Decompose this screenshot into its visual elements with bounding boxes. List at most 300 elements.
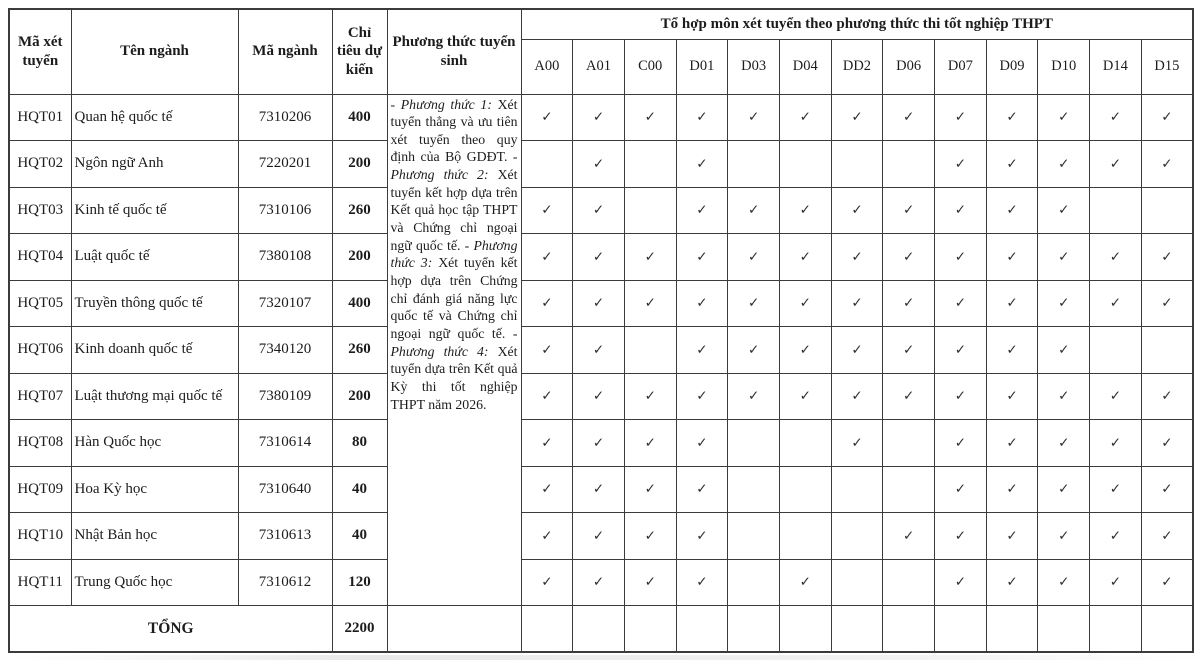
checkmark-cell [676, 373, 728, 420]
checkmark-cell [573, 466, 625, 513]
checkmark-cell [676, 94, 728, 141]
subject-code-header: A00 [521, 39, 573, 94]
checkmark-icon: ✓ [1109, 109, 1122, 126]
empty-check-cell [1141, 187, 1193, 234]
checkmark-cell [1141, 234, 1193, 281]
checkmark-cell [1090, 373, 1142, 420]
empty-check-cell [1141, 327, 1193, 374]
checkmark-cell [935, 234, 987, 281]
checkmark-icon: ✓ [696, 109, 708, 126]
checkmark-icon: ✓ [1006, 248, 1018, 265]
method-text: Xét tuyển dựa trên Kết quả Kỳ thi tốt nghiệp THPT năm 2026. [390, 343, 518, 412]
checkmark-cell [573, 373, 625, 420]
header-ma-nganh: Mã ngành [238, 9, 332, 94]
checkmark-icon: ✓ [696, 202, 708, 219]
checkmark-cell [831, 373, 883, 420]
quota-cell: 260 [332, 327, 387, 374]
checkmark-cell [1090, 559, 1142, 606]
checkmark-icon: ✓ [851, 388, 863, 405]
checkmark-cell [986, 559, 1038, 606]
checkmark-icon: ✓ [541, 388, 553, 405]
empty-check-cell [573, 606, 625, 653]
checkmark-icon: ✓ [1058, 109, 1070, 126]
checkmark-cell [676, 466, 728, 513]
checkmark-cell [624, 94, 676, 141]
checkmark-cell [831, 327, 883, 374]
empty-check-cell [521, 606, 573, 653]
checkmark-cell [1038, 373, 1090, 420]
quota-cell: 200 [332, 373, 387, 420]
total-label: TỔNG [9, 606, 332, 653]
checkmark-icon: ✓ [954, 155, 966, 172]
checkmark-icon: ✓ [541, 202, 553, 219]
checkmark-icon: ✓ [747, 248, 760, 265]
checkmark-cell [1038, 94, 1090, 141]
checkmark-cell [883, 373, 935, 420]
method-label: - Phương thức 4: [390, 326, 518, 359]
checkmark-icon: ✓ [747, 109, 760, 126]
empty-check-cell [831, 141, 883, 188]
checkmark-icon: ✓ [541, 341, 553, 358]
checkmark-cell [728, 373, 780, 420]
checkmark-cell [935, 327, 987, 374]
major-code-cell: 7310106 [238, 187, 332, 234]
checkmark-cell [986, 187, 1038, 234]
checkmark-cell [1090, 280, 1142, 327]
major-name-cell: Trung Quốc học [71, 559, 238, 606]
checkmark-icon: ✓ [747, 202, 760, 219]
checkmark-icon: ✓ [696, 295, 708, 312]
table-header [9, 9, 1193, 94]
quota-cell: 200 [332, 141, 387, 188]
checkmark-cell [935, 94, 987, 141]
empty-check-cell [1141, 606, 1193, 653]
checkmark-icon: ✓ [644, 388, 656, 405]
checkmark-icon: ✓ [541, 248, 553, 265]
checkmark-icon: ✓ [1109, 434, 1122, 451]
checkmark-icon: ✓ [592, 434, 605, 451]
checkmark-cell [1141, 559, 1193, 606]
subject-code-header: D04 [779, 39, 831, 94]
checkmark-icon: ✓ [903, 295, 915, 312]
checkmark-icon: ✓ [1161, 481, 1173, 498]
major-code-cell: 7220201 [238, 141, 332, 188]
subject-code-header: A01 [573, 39, 625, 94]
checkmark-icon: ✓ [541, 527, 553, 544]
checkmark-icon: ✓ [954, 341, 966, 358]
checkmark-cell [1141, 420, 1193, 467]
checkmark-cell [676, 513, 728, 560]
method-text: Xét tuyển thẳng và ưu tiên xét tuyển theo quy định của Bộ GDĐT. [390, 96, 518, 165]
checkmark-icon: ✓ [696, 574, 708, 591]
total-row [9, 606, 1193, 653]
subject-code-header: D09 [986, 39, 1038, 94]
checkmark-icon: ✓ [644, 481, 656, 498]
checkmark-icon: ✓ [954, 434, 966, 451]
admission-code-cell: HQT04 [9, 234, 71, 281]
major-code-cell: 7380109 [238, 373, 332, 420]
checkmark-cell [573, 559, 625, 606]
checkmark-icon: ✓ [1109, 481, 1122, 498]
checkmark-cell [728, 94, 780, 141]
checkmark-cell [521, 373, 573, 420]
empty-check-cell [728, 420, 780, 467]
checkmark-icon: ✓ [954, 527, 966, 544]
checkmark-cell [1038, 327, 1090, 374]
checkmark-cell [1090, 466, 1142, 513]
checkmark-icon: ✓ [799, 109, 811, 126]
empty-check-cell [779, 466, 831, 513]
checkmark-icon: ✓ [1161, 295, 1173, 312]
major-name-cell: Kinh doanh quốc tế [71, 327, 238, 374]
subject-code-header: C00 [624, 39, 676, 94]
empty-check-cell [883, 420, 935, 467]
empty-check-cell [779, 513, 831, 560]
empty-check-cell [624, 141, 676, 188]
checkmark-icon: ✓ [799, 202, 811, 219]
table-row [9, 513, 1193, 560]
checkmark-cell [676, 327, 728, 374]
checkmark-cell [1141, 466, 1193, 513]
quota-cell: 400 [332, 280, 387, 327]
checkmark-cell [624, 466, 676, 513]
empty-check-cell [831, 559, 883, 606]
checkmark-cell [935, 559, 987, 606]
checkmark-icon: ✓ [696, 341, 708, 358]
checkmark-icon: ✓ [1109, 527, 1122, 544]
empty-check-cell [728, 466, 780, 513]
checkmark-icon: ✓ [592, 155, 605, 172]
checkmark-icon: ✓ [954, 202, 966, 219]
checkmark-cell [1090, 141, 1142, 188]
checkmark-icon: ✓ [541, 109, 553, 126]
checkmark-icon: ✓ [696, 388, 708, 405]
checkmark-cell [883, 187, 935, 234]
empty-check-cell [624, 187, 676, 234]
empty-check-cell [986, 606, 1038, 653]
checkmark-icon: ✓ [644, 248, 656, 265]
checkmark-cell [883, 94, 935, 141]
subject-code-header: D07 [935, 39, 987, 94]
checkmark-icon: ✓ [592, 574, 605, 591]
checkmark-cell [779, 187, 831, 234]
major-name-cell: Hàn Quốc học [71, 420, 238, 467]
checkmark-icon: ✓ [1058, 434, 1070, 451]
checkmark-icon: ✓ [644, 574, 656, 591]
table-row [9, 141, 1193, 188]
major-code-cell: 7320107 [238, 280, 332, 327]
empty-check-cell [1090, 187, 1142, 234]
checkmark-cell [676, 141, 728, 188]
checkmark-cell [521, 187, 573, 234]
checkmark-icon: ✓ [747, 341, 760, 358]
header-row-group [9, 9, 1193, 39]
subject-code-header: D14 [1090, 39, 1142, 94]
total-method-empty-cell [387, 606, 521, 653]
major-name-cell: Luật quốc tế [71, 234, 238, 281]
checkmark-cell [676, 559, 728, 606]
checkmark-icon: ✓ [954, 388, 966, 405]
checkmark-icon: ✓ [644, 295, 656, 312]
major-name-cell: Truyền thông quốc tế [71, 280, 238, 327]
header-to-hop-group: Tổ hợp môn xét tuyển theo phương thức thi tốt nghiệp THPT [521, 9, 1193, 39]
subject-code-header: D15 [1141, 39, 1193, 94]
checkmark-icon: ✓ [1058, 527, 1070, 544]
checkmark-cell [935, 187, 987, 234]
checkmark-icon: ✓ [541, 574, 553, 591]
checkmark-cell [986, 466, 1038, 513]
major-name-cell: Kinh tế quốc tế [71, 187, 238, 234]
checkmark-icon: ✓ [1058, 388, 1070, 405]
checkmark-cell [935, 280, 987, 327]
quota-cell: 40 [332, 466, 387, 513]
empty-check-cell [883, 606, 935, 653]
checkmark-cell [1141, 280, 1193, 327]
empty-check-cell [624, 606, 676, 653]
checkmark-icon: ✓ [1006, 202, 1018, 219]
checkmark-cell [676, 280, 728, 327]
table-row [9, 420, 1193, 467]
admissions-table [8, 8, 1194, 653]
checkmark-icon: ✓ [1109, 388, 1122, 405]
major-code-cell: 7310614 [238, 420, 332, 467]
checkmark-cell [573, 420, 625, 467]
checkmark-cell [1090, 94, 1142, 141]
checkmark-icon: ✓ [592, 341, 605, 358]
checkmark-icon: ✓ [696, 434, 708, 451]
checkmark-cell [986, 420, 1038, 467]
major-name-cell: Ngôn ngữ Anh [71, 141, 238, 188]
table-row [9, 234, 1193, 281]
checkmark-cell [831, 94, 883, 141]
quota-cell: 260 [332, 187, 387, 234]
checkmark-cell [728, 327, 780, 374]
empty-check-cell [779, 141, 831, 188]
checkmark-icon: ✓ [1006, 388, 1018, 405]
checkmark-cell [831, 280, 883, 327]
checkmark-icon: ✓ [1058, 248, 1070, 265]
checkmark-icon: ✓ [1058, 574, 1070, 591]
checkmark-icon: ✓ [747, 295, 760, 312]
empty-check-cell [831, 606, 883, 653]
checkmark-cell [831, 187, 883, 234]
checkmark-cell [1038, 141, 1090, 188]
header-phuong-thuc: Phương thức tuyển sinh [387, 9, 521, 94]
checkmark-cell [521, 420, 573, 467]
checkmark-icon: ✓ [1058, 481, 1070, 498]
checkmark-icon: ✓ [592, 295, 605, 312]
checkmark-cell [573, 187, 625, 234]
checkmark-cell [573, 327, 625, 374]
checkmark-cell [521, 94, 573, 141]
checkmark-cell [935, 141, 987, 188]
checkmark-cell [573, 141, 625, 188]
checkmark-cell [1090, 234, 1142, 281]
empty-check-cell [521, 141, 573, 188]
subject-code-header: D03 [728, 39, 780, 94]
checkmark-icon: ✓ [1109, 248, 1122, 265]
checkmark-icon: ✓ [1006, 155, 1018, 172]
checkmark-icon: ✓ [747, 388, 760, 405]
quota-cell: 40 [332, 513, 387, 560]
checkmark-cell [986, 94, 1038, 141]
checkmark-icon: ✓ [592, 527, 605, 544]
checkmark-icon: ✓ [851, 295, 863, 312]
checkmark-cell [831, 420, 883, 467]
subject-code-header: DD2 [831, 39, 883, 94]
checkmark-cell [779, 373, 831, 420]
checkmark-icon: ✓ [799, 248, 811, 265]
checkmark-icon: ✓ [1006, 295, 1018, 312]
checkmark-cell [935, 373, 987, 420]
table-row [9, 94, 1193, 141]
table-row [9, 559, 1193, 606]
checkmark-cell [624, 373, 676, 420]
checkmark-cell [624, 280, 676, 327]
checkmark-icon: ✓ [903, 527, 915, 544]
table-footer [9, 606, 1193, 653]
checkmark-icon: ✓ [851, 434, 863, 451]
checkmark-cell [883, 234, 935, 281]
checkmark-cell [1038, 420, 1090, 467]
quota-cell: 400 [332, 94, 387, 141]
checkmark-cell [1038, 280, 1090, 327]
checkmark-icon: ✓ [644, 527, 656, 544]
checkmark-icon: ✓ [541, 434, 553, 451]
checkmark-cell [986, 373, 1038, 420]
empty-check-cell [728, 513, 780, 560]
admission-code-cell: HQT06 [9, 327, 71, 374]
checkmark-icon: ✓ [1058, 341, 1070, 358]
header-chi-tieu: Chỉ tiêu dự kiến [332, 9, 387, 94]
quota-cell: 80 [332, 420, 387, 467]
checkmark-cell [624, 420, 676, 467]
checkmark-cell [1090, 420, 1142, 467]
checkmark-icon: ✓ [1058, 295, 1070, 312]
checkmark-cell [986, 234, 1038, 281]
checkmark-cell [779, 234, 831, 281]
admission-code-cell: HQT02 [9, 141, 71, 188]
checkmark-icon: ✓ [903, 341, 915, 358]
table-row [9, 466, 1193, 513]
checkmark-icon: ✓ [954, 481, 966, 498]
checkmark-cell [1038, 559, 1090, 606]
empty-check-cell [883, 141, 935, 188]
major-name-cell: Quan hệ quốc tế [71, 94, 238, 141]
checkmark-icon: ✓ [851, 202, 863, 219]
major-code-cell: 7340120 [238, 327, 332, 374]
checkmark-cell [728, 280, 780, 327]
checkmark-cell [883, 513, 935, 560]
checkmark-icon: ✓ [1161, 248, 1173, 265]
checkmark-cell [986, 141, 1038, 188]
method-label: - Phương thức 1: [390, 96, 492, 112]
checkmark-cell [779, 280, 831, 327]
checkmark-cell [1038, 513, 1090, 560]
header-ten-nganh: Tên ngành [71, 9, 238, 94]
method-text: Xét tuyển kết hợp dựa trên Kết quả học tập THPT và Chứng chỉ ngoại ngữ quốc tế. [390, 167, 518, 253]
checkmark-icon: ✓ [903, 248, 915, 265]
major-name-cell: Nhật Bản học [71, 513, 238, 560]
admission-methods-cell [387, 94, 521, 606]
checkmark-cell [986, 513, 1038, 560]
method-text: Xét tuyển kết hợp dựa trên Chứng chỉ đánh giá năng lực quốc tế và Chứng chỉ ngoại ngữ quốc tế. [390, 255, 518, 342]
checkmark-icon: ✓ [1161, 434, 1173, 451]
admission-code-cell: HQT03 [9, 187, 71, 234]
checkmark-cell [831, 234, 883, 281]
checkmark-icon: ✓ [696, 527, 708, 544]
checkmark-cell [1038, 234, 1090, 281]
checkmark-icon: ✓ [1058, 202, 1070, 219]
checkmark-cell [521, 280, 573, 327]
empty-check-cell [779, 420, 831, 467]
checkmark-cell [1141, 141, 1193, 188]
checkmark-icon: ✓ [592, 109, 605, 126]
admission-code-cell: HQT10 [9, 513, 71, 560]
empty-check-cell [1038, 606, 1090, 653]
checkmark-cell [935, 466, 987, 513]
checkmark-cell [1038, 466, 1090, 513]
checkmark-icon: ✓ [799, 388, 811, 405]
major-code-cell: 7310206 [238, 94, 332, 141]
checkmark-cell [1141, 94, 1193, 141]
admission-code-cell: HQT07 [9, 373, 71, 420]
empty-check-cell [935, 606, 987, 653]
subject-code-header: D10 [1038, 39, 1090, 94]
checkmark-cell [986, 280, 1038, 327]
checkmark-cell [624, 559, 676, 606]
checkmark-cell [779, 327, 831, 374]
checkmark-cell [986, 327, 1038, 374]
checkmark-cell [676, 187, 728, 234]
quota-cell: 120 [332, 559, 387, 606]
empty-check-cell [728, 141, 780, 188]
checkmark-icon: ✓ [799, 341, 811, 358]
checkmark-cell [521, 466, 573, 513]
checkmark-icon: ✓ [1161, 527, 1173, 544]
checkmark-cell [521, 234, 573, 281]
checkmark-icon: ✓ [1006, 109, 1018, 126]
major-code-cell: 7310613 [238, 513, 332, 560]
checkmark-icon: ✓ [799, 295, 811, 312]
major-name-cell: Luật thương mại quốc tế [71, 373, 238, 420]
empty-check-cell [624, 327, 676, 374]
major-code-cell: 7310640 [238, 466, 332, 513]
checkmark-cell [779, 559, 831, 606]
checkmark-cell [624, 513, 676, 560]
major-code-cell: 7310612 [238, 559, 332, 606]
checkmark-icon: ✓ [851, 341, 863, 358]
quota-cell: 200 [332, 234, 387, 281]
checkmark-icon: ✓ [1006, 341, 1018, 358]
checkmark-icon: ✓ [851, 109, 863, 126]
checkmark-icon: ✓ [954, 248, 966, 265]
empty-check-cell [1090, 327, 1142, 374]
checkmark-icon: ✓ [696, 481, 708, 498]
checkmark-icon: ✓ [696, 248, 708, 265]
checkmark-cell [573, 280, 625, 327]
checkmark-cell [779, 94, 831, 141]
checkmark-cell [1141, 373, 1193, 420]
checkmark-icon: ✓ [1006, 434, 1018, 451]
empty-check-cell [831, 466, 883, 513]
checkmark-cell [935, 513, 987, 560]
checkmark-icon: ✓ [592, 388, 605, 405]
major-code-cell: 7380108 [238, 234, 332, 281]
checkmark-cell [676, 420, 728, 467]
checkmark-cell [728, 187, 780, 234]
checkmark-icon: ✓ [592, 202, 605, 219]
